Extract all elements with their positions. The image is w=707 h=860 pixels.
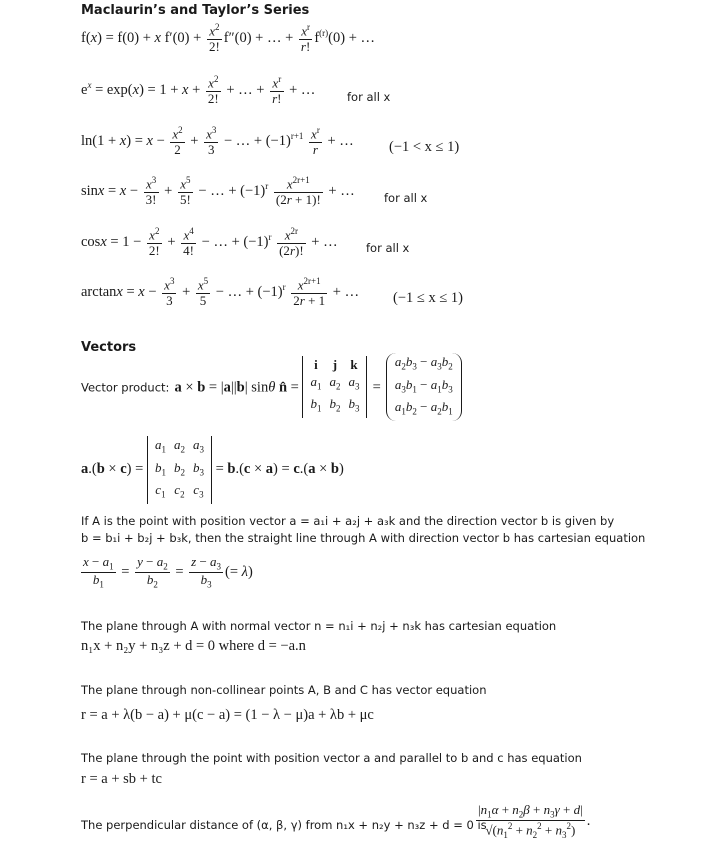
ln-series-formula: ln(1 + x) = x − $\frac{x^2}{2}$ + $\frac{x^3}{3}$ − … + $(-1)^{r+1}$ $\frac{x^r}{r}$ + … bbox=[81, 125, 354, 158]
perpendicular-distance-text: The perpendicular distance of (α, β, γ) from n₁x + n₂y + n₃z + d = 0 is bbox=[81, 818, 487, 832]
page-title: Maclaurin’s and Taylor’s Series bbox=[81, 3, 310, 18]
sin-series-formula: sinx = x − $\frac{x^3}{3!}$ + $\frac{x^5}{5!}$ − … + $(-1)^r$ $\frac{x^{2r+1}}{(2r + 1)!}$ + … bbox=[81, 175, 355, 208]
plane-points-equation: r = a + λ(b − a) + μ(c − a) = (1 − λ − μ)a + λb + μc bbox=[81, 707, 374, 723]
triple-product-formula: a.(b × c) = $a_1$ $a_2$ $a_3$ $b_1$ $b_2$ $b_3$ $c_1$ $c_2$ $c_3$ = b.(c × a) = c.(a × b) bbox=[81, 436, 344, 504]
vector-product-formula: Vector product: a × b = |a||b| sinθ n̂ = i j k $a_1$ $a_2$ $a_3$ $b_1$ $b_2$ $b_3$ = $a_2b_3 - a_3b_2$ $a_3b_1 - a_1b_3$ $a_1b_2 - a_2b_1$ bbox=[81, 353, 462, 421]
plane-parallel-equation: r = a + sb + tc bbox=[81, 771, 162, 787]
plane-normal-description: The plane through A with normal vector n = n₁i + n₂j + n₃k has cartesian equation bbox=[81, 619, 557, 633]
vector-product-label: Vector product: bbox=[81, 380, 170, 395]
plane-normal-equation: n₁x + n₂y + n₃z + d = 0 where d = −a.n bbox=[81, 638, 306, 654]
arctan-condition: (−1 ≤ x ≤ 1) bbox=[393, 290, 464, 306]
sin-condition: for all x bbox=[384, 191, 428, 205]
cos-condition: for all x bbox=[366, 241, 410, 255]
line-description-1: If A is the point with position vector a = a₁i + a₂j + a₃k and the direction vector b is given by bbox=[81, 514, 615, 528]
exp-condition: for all x bbox=[347, 90, 391, 104]
cos-series-formula: cosx = 1 − $\frac{x^2}{2!}$ + $\frac{x^4}{4!}$ − … + $(-1)^r$ $\frac{x^{2r}}{(2r)!}$ + … bbox=[81, 226, 338, 259]
line-cartesian-equation: $\frac{x - a_1}{b_1}$ = $\frac{y - a_2}{b_2}$ = $\frac{z - a_3}{b_3}$ (= λ) bbox=[83, 554, 253, 590]
arctan-series-formula: arctanx = x − $\frac{x^3}{3}$ + $\frac{x^5}{5}$ − … + $(-1)^r$ $\frac{x^{2r+1}}{2r + 1}$ + … bbox=[81, 276, 360, 309]
exp-series-formula: $e^x = \exp(x) = 1 + x$ + $\frac{x^2}{2!}$ + … + $\frac{x^r}{r!}$ + … bbox=[81, 74, 316, 107]
line-description-2: b = b₁i + b₂j + b₃k, then the straight line through A with direction vector b has cartesian equation bbox=[81, 531, 646, 545]
plane-parallel-description: The plane through the point with position vector a and parallel to b and c has equation bbox=[81, 751, 582, 765]
taylor-series-formula: f(x) = f(0) + x f′(0) + $\frac{x^2}{2!}$ f″(0) + … + $\frac{x^r}{r!}$ $f^{(r)}(0)$ + … bbox=[81, 22, 376, 55]
perpendicular-distance-formula: $\frac{|n_1\alpha + n_2\beta + n_3\gamma + d|}{√(n_1^2 + n_2^2 + n_3^2)}$ . bbox=[478, 802, 591, 840]
ln-condition: (−1 < x ≤ 1) bbox=[389, 139, 460, 155]
vectors-heading: Vectors bbox=[81, 340, 137, 355]
plane-points-description: The plane through non-collinear points A, B and C has vector equation bbox=[81, 683, 487, 697]
